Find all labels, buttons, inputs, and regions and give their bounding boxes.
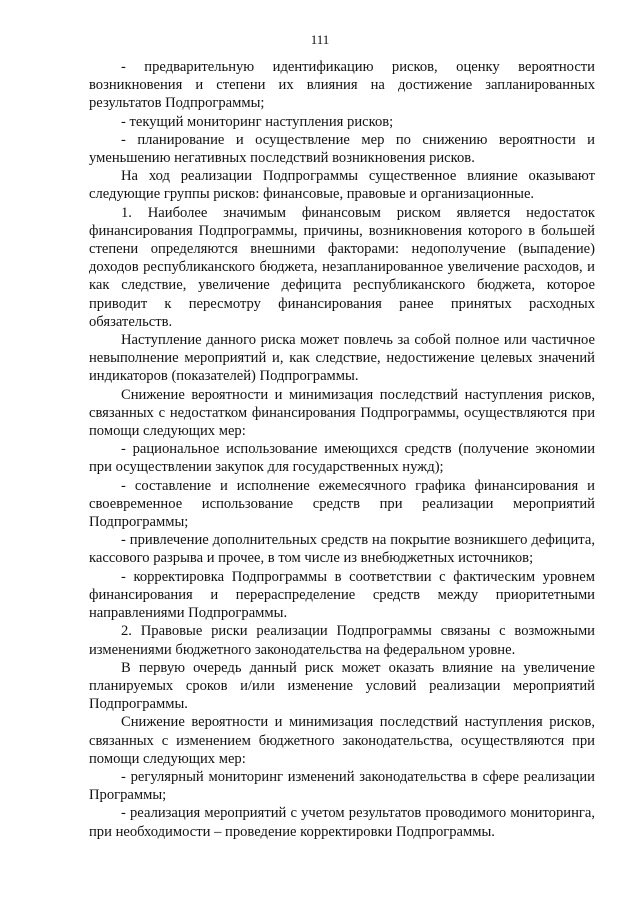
paragraph: - регулярный мониторинг изменений законодательства в сфере реализации Программы;	[89, 768, 595, 804]
paragraph: Снижение вероятности и минимизация последствий наступления рисков, связанных с недостатком финансирования Подпрограммы, осуществляются при помощи следующих мер:	[89, 386, 595, 440]
paragraph: - планирование и осуществление мер по снижению вероятности и уменьшению негативных последствий возникновения рисков.	[89, 131, 595, 167]
paragraph: - предварительную идентификацию рисков, оценку вероятности возникновения и степени их влияния на достижение запланированных результатов Подпрограммы;	[89, 59, 595, 112]
paragraph: В первую очередь данный риск может оказать влияние на увеличение планируемых сроков и/или изменение условий реализации мероприятий Подпрограммы.	[89, 659, 595, 713]
paragraph: Снижение вероятности и минимизация последствий наступления рисков, связанных с изменением бюджетного законодательства, осуществляются при помощи следующих мер:	[89, 714, 595, 767]
paragraph: - составление и исполнение ежемесячного графика финансирования и своевременное использование средств при реализации мероприятий Подпрограммы;	[89, 477, 595, 531]
document-body	[89, 58, 595, 841]
paragraph: 1. Наиболее значимым финансовым риском является недостаток финансирования Подпрограммы, причины, возникновения которого в большей степени определяются внешними факторами: недополучение (выпадение) доходов республиканского бюджета, незапланированное увеличение расходов, и как следствие, увеличение дефицита республиканского бюджета, которое приводит к пересмотру финансирования ранее принятых расходных обязательств.	[89, 204, 595, 330]
paragraph: - текущий мониторинг наступления рисков;	[121, 113, 394, 130]
paragraph: - привлечение дополнительных средств на покрытие возникшего дефицита, кассового разрыва и прочее, в том числе из внебюджетных источников;	[89, 532, 595, 567]
paragraph: 2. Правовые риски реализации Подпрограммы связаны с возможными изменениями бюджетного законодательства на федеральном уровне.	[89, 623, 595, 658]
page-number: 111	[310, 32, 330, 47]
paragraph: - рациональное использование имеющихся средств (получение экономии при осуществлении закупок для государственных нужд);	[89, 441, 595, 476]
paragraph: - реализация мероприятий с учетом результатов проводимого мониторинга, при необходимости – проведение корректировки Подпрограммы.	[89, 805, 595, 840]
paragraph: Наступление данного риска может повлечь за собой полное или частичное невыполнение мероприятий и, как следствие, недостижение целевых значений индикаторов (показателей) Подпрограммы.	[89, 332, 595, 385]
paragraph: - корректировка Подпрограммы в соответствии с фактическим уровнем финансирования и перераспределение средств между приоритетными направлениями Подпрограммы.	[89, 568, 595, 622]
paragraph: На ход реализации Подпрограммы существенное влияние оказывают следующие группы рисков: финансовые, правовые и организационные.	[89, 168, 595, 203]
